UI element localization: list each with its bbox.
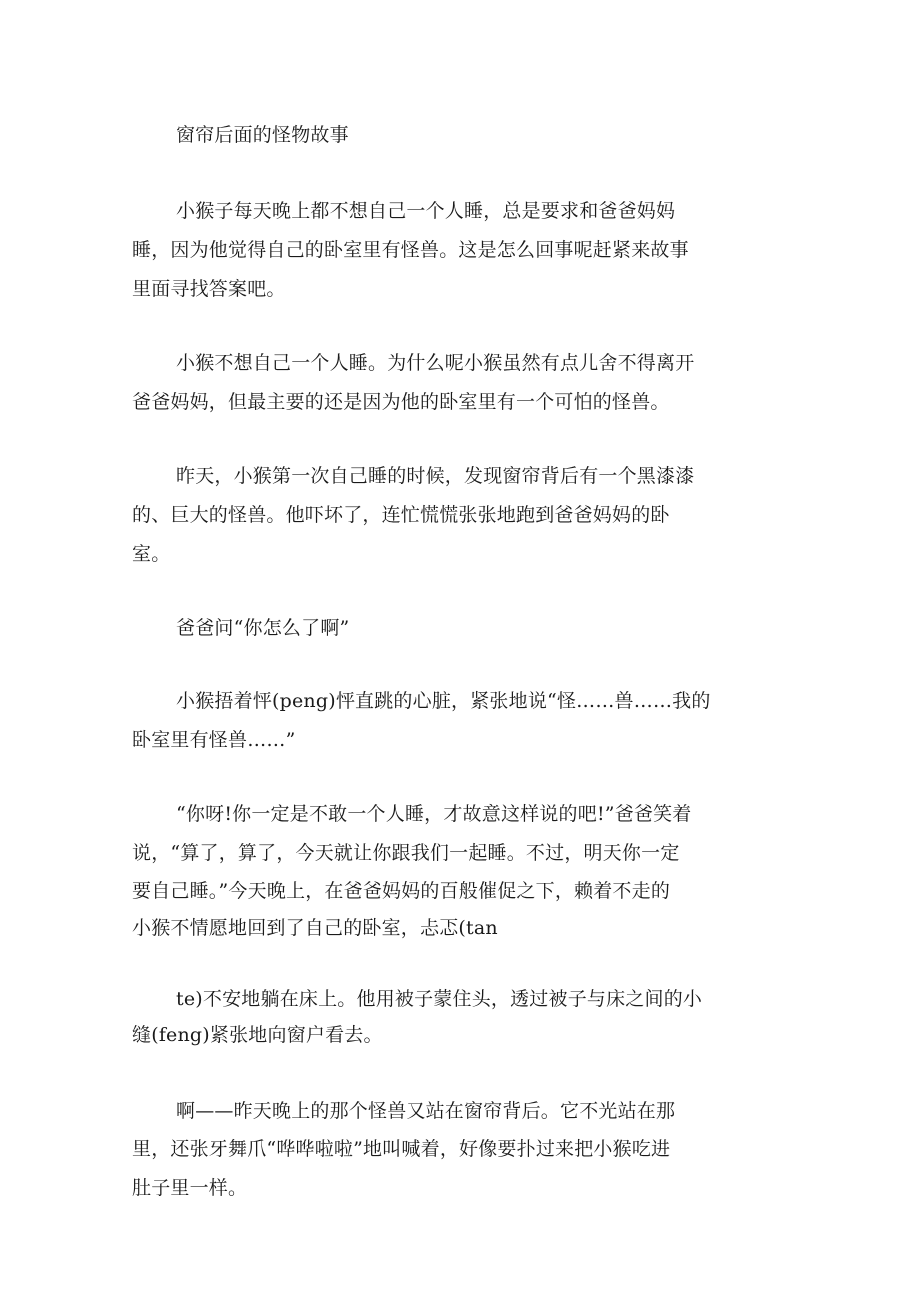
paragraph-line: 的、巨大的怪兽。他吓坏了，连忙慌慌张张地跑到爸爸妈妈的卧 [132,504,670,526]
paragraph-line: 爸爸问“你怎么了啊” [176,617,350,639]
paragraph-line: te)不安地躺在床上。他用被子蒙住头，透过被子与床之间的小 [176,988,703,1010]
paragraph-line: 啊——昨天晚上的那个怪兽又站在窗帘背后。它不光站在那 [176,1100,676,1122]
paragraph-line: 说，“算了，算了，今天就让你跟我们一起睡。不过，明天你一定 [132,842,680,864]
paragraph-line: 要自己睡。”今天晚上，在爸爸妈妈的百般催促之下，赖着不走的 [132,880,671,902]
document-title: 窗帘后面的怪物故事 [176,124,349,146]
paragraph-line: 肚子里一样。 [132,1177,248,1199]
paragraph-line: 小猴不情愿地回到了自己的卧室，忐忑(tan [132,917,498,939]
paragraph-line: 里面寻找答案吧。 [132,278,286,300]
paragraph-line: 小猴子每天晚上都不想自己一个人睡，总是要求和爸爸妈妈 [176,200,676,222]
paragraph-line: 睡，因为他觉得自己的卧室里有怪兽。这是怎么回事呢赶紧来故事 [132,239,689,261]
paragraph-line: 爸爸妈妈，但最主要的还是因为他的卧室里有一个可怕的怪兽。 [132,391,670,413]
paragraph-line: 昨天，小猴第一次自己睡的时候，发现窗帘背后有一个黑漆漆 [176,465,695,487]
paragraph-line: 卧室里有怪兽……” [132,729,296,751]
paragraph-line: 里，还张牙舞爪“哗哗啦啦”地叫喊着，好像要扑过来把小猴吃进 [132,1138,671,1160]
paragraph-line: 缝(feng)紧张地向窗户看去。 [132,1024,383,1046]
paragraph-line: 小猴捂着怦(peng)怦直跳的心脏，紧张地说“怪……兽……我的 [176,690,711,712]
paragraph-line: “你呀!你一定是不敢一个人睡，才故意这样说的吧!”爸爸笑着 [176,803,692,825]
paragraph-line: 室。 [132,543,171,565]
paragraph-line: 小猴不想自己一个人睡。为什么呢小猴虽然有点儿舍不得离开 [176,352,695,374]
